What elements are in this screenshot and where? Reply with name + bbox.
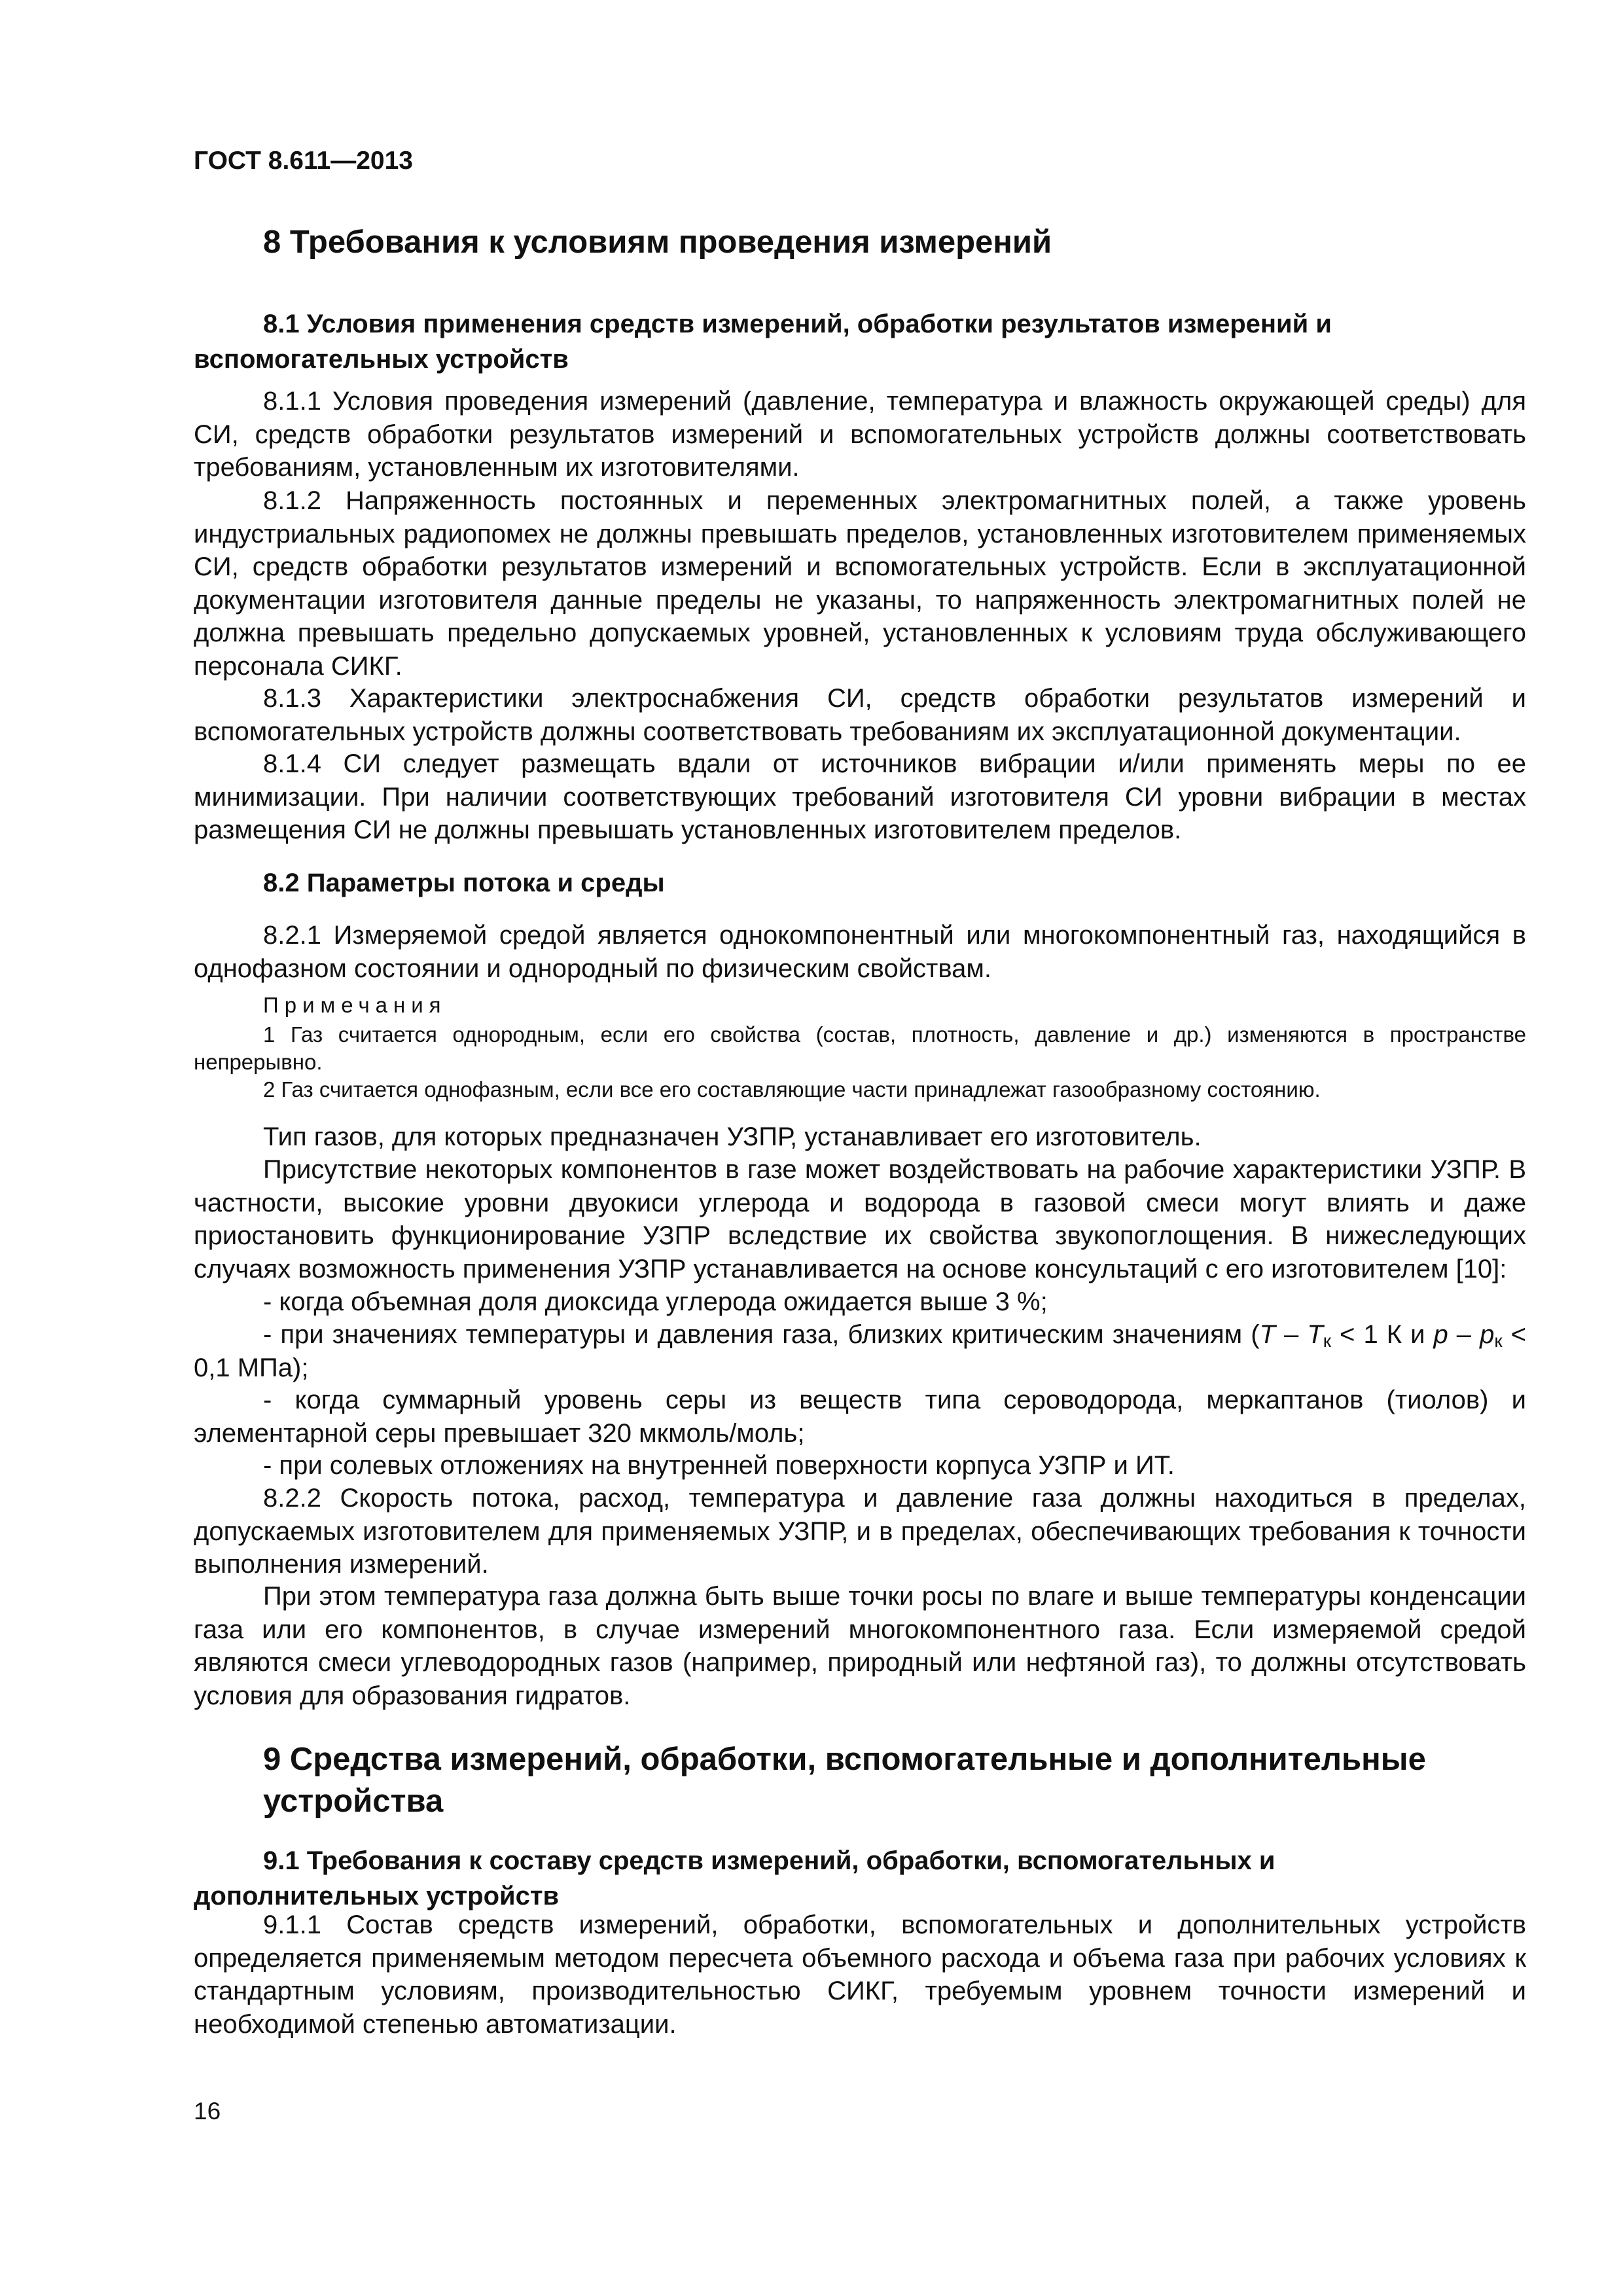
li2-symbol-T: T	[1259, 1320, 1275, 1349]
paragraph-8-1-1: 8.1.1 Условия проведения измерений (давление, температура и влажность окружающей среды) для СИ, средств обработки результатов измерений и вспомогательных устройств должны соответствовать требованиям, установленным их изготовителями.	[194, 387, 1526, 482]
note-1: 1 Газ считается однородным, если его свойства (состав, плотность, давление и др.) изменяются в пространстве непрерывно.	[194, 1022, 1526, 1074]
paragraph-8-1-4: 8.1.4 СИ следует размещать вдали от источников вибрации и/или применять меры по ее минимизации. При наличии соответствующих требований изготовителя СИ уровни вибрации в местах размещения СИ не должны превышать установленных изготовителем пределов.	[194, 749, 1526, 844]
section-8-heading: 8 Требования к условиям проведения измерений	[263, 224, 1052, 260]
section-9-1-heading-line2: дополнительных устройств	[194, 1882, 560, 1910]
section-8-1-heading	[194, 306, 1526, 377]
list-item-critical-values	[194, 1318, 1526, 1384]
notes-block	[194, 1021, 1526, 1103]
li2-text-b: < 1 К и	[1331, 1320, 1434, 1349]
paragraph-gas-type: Тип газов, для которых предназначен УЗПР, устанавливает его изготовитель.	[263, 1122, 1202, 1151]
section-8-1-heading-line1: 8.1 Условия применения средств измерений, обработки результатов измерений и	[263, 310, 1332, 338]
paragraph-8-1-2: 8.1.2 Напряженность постоянных и переменных электромагнитных полей, а также уровень индустриальных радиопомех не должны превышать пределов, установленных изготовителем применяемых СИ, средств обработки результатов измерений и вспомогательных устройств. Если в эксплуатационной документации изготовителя данные пределы не указаны, то напряженность электромагнитных полей не должна превышать предельно допускаемых уровней, установленных к условиям труда обслуживающего персонала СИКГ.	[194, 486, 1526, 681]
list-item-co2: - когда объемная доля диоксида углерода ожидается выше 3 %;	[263, 1287, 1048, 1316]
notes-title: Примечания	[263, 993, 447, 1017]
paragraph-9-1-1: 9.1.1 Состав средств измерений, обработки, вспомогательных и дополнительных устройств определяется применяемым методом пересчета объемного расхода и объема газа при рабочих условиях к стандартным условиям, производительностью СИКГ, требуемым уровнем точности измерений и необходимой степенью автоматизации.	[194, 1910, 1526, 2039]
page-number: 16	[194, 2098, 221, 2125]
li2-symbol-p: p	[1433, 1320, 1448, 1349]
li2-minus-2: –	[1448, 1320, 1480, 1349]
li2-text-c: < 0,1 МПа);	[194, 1320, 1526, 1382]
paragraph-8-1-3: 8.1.3 Характеристики электроснабжения СИ, средств обработки результатов измерений и вспомогательных устройств должны соответствовать требованиям их эксплуатационной документации.	[194, 684, 1526, 746]
section-8-1-heading-line2: вспомогательных устройств	[194, 345, 569, 374]
li2-subscript-k1: к	[1323, 1331, 1332, 1351]
note-2: 2 Газ считается однофазным, если все его составляющие части принадлежат газообразному состоянию.	[263, 1077, 1321, 1102]
section-9-heading: 9 Средства измерений, обработки, вспомогательные и дополнительные устройства	[263, 1742, 1426, 1819]
paragraph-8-2-2: 8.2.2 Скорость потока, расход, температура и давление газа должны находиться в пределах, допускаемых изготовителем для применяемых УЗПР, и в пределах, обеспечивающих требования к точности выполнения измерений.	[194, 1484, 1526, 1579]
li2-symbol-Tk: T	[1307, 1320, 1323, 1349]
li2-text-a: - при значениях температуры и давления газа, близких критическим значениям (	[263, 1320, 1260, 1349]
paragraph-8-2-1: 8.2.1 Измеряемой средой является однокомпонентный или многокомпонентный газ, находящийся в однофазном состоянии и однородный по физическим свойствам.	[194, 921, 1526, 983]
section-9-1-heading	[194, 1843, 1526, 1914]
list-item-salt-deposits: - при солевых отложениях на внутренней поверхности корпуса УЗПР и ИТ.	[263, 1451, 1175, 1480]
li2-subscript-k2: к	[1494, 1331, 1503, 1351]
paragraph-temperature: При этом температура газа должна быть выше точки росы по влаге и выше температуры конденсации газа или его компонентов, в случае измерений многокомпонентного газа. Если измеряемой средой являются смеси углеводородных газов (например, природный или нефтяной газ), то должны отсутствовать условия для образования гидратов.	[194, 1582, 1526, 1710]
section-9-1-heading-line1: 9.1 Требования к составу средств измерений, обработки, вспомогательных и	[263, 1846, 1275, 1875]
list-item-sulfur: - когда суммарный уровень серы из веществ типа сероводорода, меркаптанов (тиолов) и элементарной серы превышает 320 мкмоль/моль;	[194, 1386, 1526, 1448]
document-id: ГОСТ 8.611—2013	[194, 147, 413, 175]
li2-minus-1: –	[1275, 1320, 1308, 1349]
li2-symbol-pk: p	[1480, 1320, 1495, 1349]
section-8-2-heading: 8.2 Параметры потока и среды	[263, 869, 665, 897]
paragraph-components: Присутствие некоторых компонентов в газе может воздействовать на рабочие характеристики УЗПР. В частности, высокие уровни двуокиси углерода и водорода в газовой смеси могут влиять и даже приостановить функционирование УЗПР вследствие их свойства звукопоглощения. В нижеследующих случаях возможность применения УЗПР устанавливается на основе консультаций с его изготовителем [10]:	[194, 1155, 1526, 1283]
